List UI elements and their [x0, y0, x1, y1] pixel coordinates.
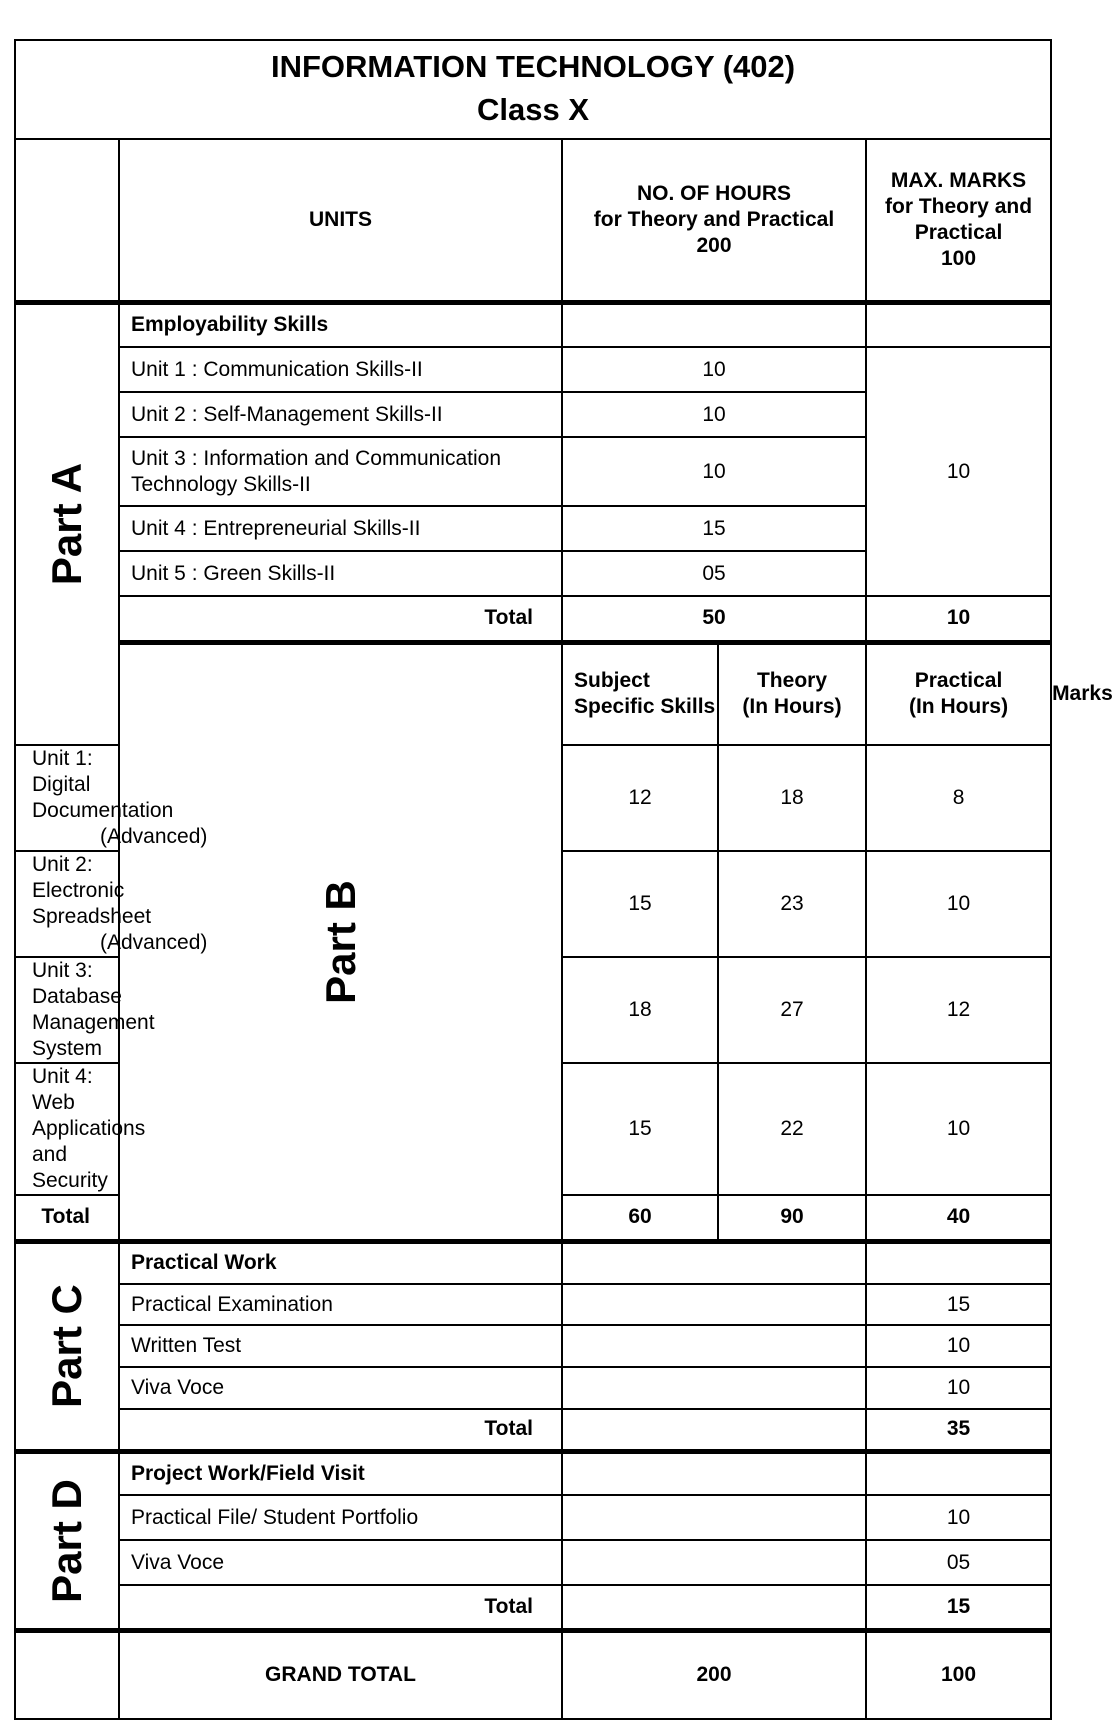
- table-row: [15, 1495, 1051, 1540]
- part-a-marks: 10: [866, 347, 1051, 596]
- header-marks-line-3: Practical: [914, 220, 1003, 244]
- unit-name: Unit 4 : Entrepreneurial Skills-II: [119, 506, 562, 551]
- grand-total-label: GRAND TOTAL: [119, 1630, 562, 1719]
- total-marks: 35: [866, 1409, 1051, 1451]
- unit-marks: 8: [866, 745, 1051, 851]
- unit-practical: 23: [718, 851, 866, 957]
- header-hours-line-3: 200: [696, 233, 732, 257]
- part-a-label: Part A: [43, 463, 90, 586]
- row-hours: [562, 1325, 866, 1367]
- row-marks: 15: [866, 1284, 1051, 1325]
- row-name: Written Test: [119, 1325, 562, 1367]
- total-marks: 15: [866, 1585, 1051, 1630]
- table-row: [15, 1540, 1051, 1585]
- part-d-label: Part D: [43, 1478, 90, 1603]
- unit-name: [119, 437, 562, 506]
- total-label: Total: [15, 1195, 119, 1241]
- row-name: Viva Voce: [119, 1540, 562, 1585]
- part-d-heading-hours: [562, 1451, 866, 1495]
- header-units: UNITS: [119, 139, 562, 302]
- part-c-label: Part C: [43, 1284, 90, 1408]
- total-label: Total: [119, 596, 562, 642]
- total-hours: [562, 1585, 866, 1630]
- row-hours: [562, 1540, 866, 1585]
- unit-marks: 12: [866, 957, 1051, 1063]
- grand-total-row: [15, 1630, 1051, 1719]
- part-a-heading-marks: [866, 302, 1051, 347]
- row-marks: 05: [866, 1540, 1051, 1585]
- part-a-label-cell: [15, 302, 119, 745]
- unit-theory: 18: [562, 957, 718, 1063]
- total-marks: 10: [866, 596, 1051, 642]
- row-hours: [562, 1284, 866, 1325]
- part-d-heading-marks: [866, 1451, 1051, 1495]
- unit-name-line-2: Technology Skills-II: [131, 472, 311, 496]
- page-title: [15, 40, 1051, 139]
- part-d-heading: Project Work/Field Visit: [119, 1451, 562, 1495]
- part-c-heading-marks: [866, 1241, 1051, 1284]
- unit-hours: 15: [562, 506, 866, 551]
- total-marks: 40: [866, 1195, 1051, 1241]
- unit-theory: 12: [562, 745, 718, 851]
- title-line-1: INFORMATION TECHNOLOGY (402): [270, 49, 796, 84]
- unit-name: Unit 5 : Green Skills-II: [119, 551, 562, 596]
- unit-name: Unit 2 : Self-Management Skills-II: [119, 392, 562, 437]
- row-marks: 10: [866, 1495, 1051, 1540]
- header-marks-line-4: 100: [941, 246, 977, 270]
- header-hours-line-2: for Theory and Practical: [593, 207, 835, 231]
- total-theory: 60: [562, 1195, 718, 1241]
- unit-practical: 18: [718, 745, 866, 851]
- unit-hours: 10: [562, 392, 866, 437]
- row-marks: 10: [866, 1367, 1051, 1409]
- part-c-label-cell: [15, 1241, 119, 1451]
- total-hours: [562, 1409, 866, 1451]
- table-row: [15, 1284, 1051, 1325]
- unit-hours: 10: [562, 347, 866, 392]
- part-b-label: Part B: [316, 879, 364, 1004]
- unit-name: Unit 1 : Communication Skills-II: [119, 347, 562, 392]
- unit-name: [15, 851, 208, 957]
- col-theory-line-1: Theory: [756, 669, 827, 693]
- row-hours: [562, 1495, 866, 1540]
- row-name: Viva Voce: [119, 1367, 562, 1409]
- part-c-total-row: [15, 1409, 1051, 1451]
- table-row: [15, 1325, 1051, 1367]
- part-a-total-row: [15, 596, 1051, 642]
- header-hours-line-1: NO. OF HOURS: [636, 181, 791, 205]
- total-label: Total: [119, 1409, 562, 1451]
- unit-theory: 15: [562, 851, 718, 957]
- col-theory-line-2: (In Hours): [742, 695, 842, 719]
- grand-total-marks: 100: [866, 1630, 1051, 1719]
- row-name: Practical Examination: [119, 1284, 562, 1325]
- part-b-label-cell: [119, 642, 562, 1241]
- title-line-2: Class X: [477, 92, 590, 127]
- part-a-heading: Employability Skills: [119, 302, 562, 347]
- unit-practical: 27: [718, 957, 866, 1063]
- col-theory: [718, 642, 866, 745]
- unit-name: Unit 4: Web Applications and Security: [15, 1063, 119, 1195]
- grand-total-hours: 200: [562, 1630, 866, 1719]
- unit-name-line-1: Unit 1: Digital Documentation: [32, 747, 174, 822]
- part-c-heading: Practical Work: [119, 1241, 562, 1284]
- unit-name-line-1: Unit 3 : Information and Communication: [131, 446, 502, 470]
- syllabus-table: INFORMATION TECHNOLOGY (402) Class X UNITS NO. OF HOURS for Theory and Practical 200 MAX. MARKS for Theory and Practical 100 Part A Employability Skills Unit 1 : Communication Skills-II 10 10 Unit 2 : Self-Management Skills-II 10 Unit 3 : Information and Communication Technology Skills-II 10 Unit 4 : Entrepreneurial Skills-II 15 Unit 5 : Green Skills-II 05 Total 50 10 Part B Subject Specific Skills Theory (In Hours) Practical (In Hours) Marks Unit 1: Digital Documentation (Advanced) 12 18 8 Unit 2: Electronic Spreadsheet (Advanced) 15 23 10 Unit 3: Database Management System 18 27 12 Unit 4: Web Applications and Security 15 22 10 Total 60 90 40 Part C Practical Work Practical Examination 15 Written Test 10 Viva Voce 10 Total 35 Part D Project Work/Field Visit Practical File/ Student Portfolio 10 Viva Voce 05 Total 15 GRAND TOTAL 200 100: [14, 39, 1052, 1720]
- row-name: Practical File/ Student Portfolio: [119, 1495, 562, 1540]
- part-a-heading-hours: [562, 302, 866, 347]
- header-marks-line-1: MAX. MARKS: [890, 168, 1027, 192]
- syllabus-document: [14, 39, 1113, 1720]
- part-d-label-cell: [15, 1451, 119, 1630]
- col-practical-line-1: Practical: [914, 669, 1003, 693]
- header-hours: [562, 139, 866, 302]
- header-marks: [866, 139, 1051, 302]
- part-c-heading-hours: [562, 1241, 866, 1284]
- col-practical-line-2: (In Hours): [908, 695, 1009, 719]
- unit-name-line-1: Unit 2: Electronic Spreadsheet: [32, 853, 152, 928]
- grand-total-blank: [15, 1630, 119, 1719]
- header-marks-line-2: for Theory and: [885, 194, 1033, 218]
- total-hours: 50: [562, 596, 866, 642]
- unit-name: Unit 3: Database Management System: [15, 957, 119, 1063]
- unit-name-line-2: (Advanced): [100, 825, 208, 848]
- unit-marks: 10: [866, 851, 1051, 957]
- row-hours: [562, 1367, 866, 1409]
- unit-hours: 10: [562, 437, 866, 506]
- header-blank-cell: [15, 139, 119, 302]
- table-row: [15, 347, 1051, 392]
- part-b-heading: Subject Specific Skills: [562, 642, 718, 745]
- unit-theory: 15: [562, 1063, 718, 1195]
- unit-hours: 05: [562, 551, 866, 596]
- total-label: Total: [119, 1585, 562, 1630]
- total-practical: 90: [718, 1195, 866, 1241]
- unit-practical: 22: [718, 1063, 866, 1195]
- row-marks: 10: [866, 1325, 1051, 1367]
- part-d-total-row: [15, 1585, 1051, 1630]
- col-practical: [866, 642, 1051, 745]
- unit-marks: 10: [866, 1063, 1051, 1195]
- unit-name: [15, 745, 208, 851]
- table-row: [15, 1367, 1051, 1409]
- unit-name-line-2: (Advanced): [100, 931, 208, 954]
